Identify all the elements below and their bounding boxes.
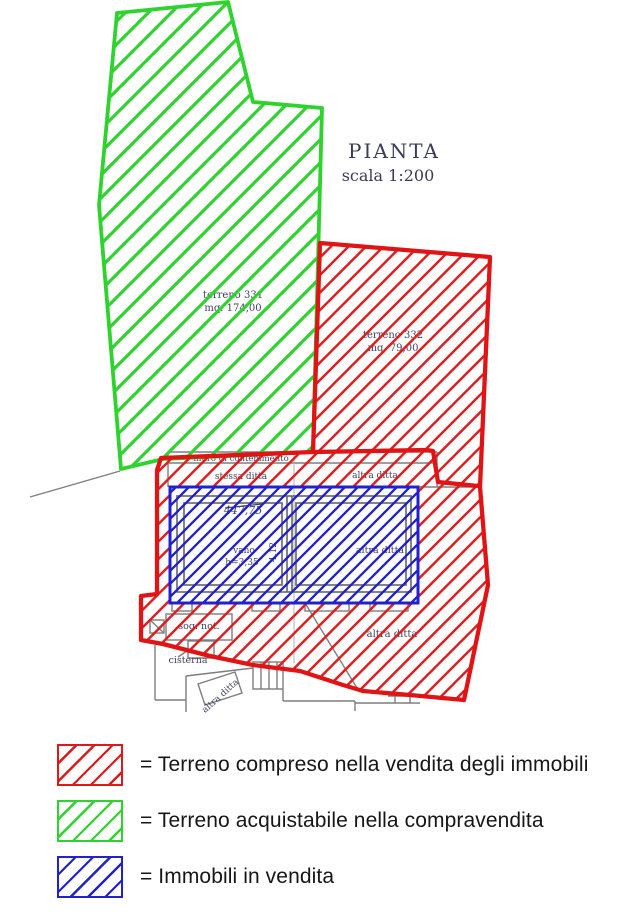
blue-hatch-swatch [57,856,123,898]
cistern-label: cisterna [168,655,208,666]
other-owner-diagonal-label: altra ditta [200,677,241,716]
green-hatch-swatch [57,800,123,842]
buildings-for-sale [170,487,418,603]
red-hatch-swatch [57,744,123,786]
legend-row-green [57,800,588,841]
legend-label-red: = Terreno compreso nella vendita degli immobili [140,752,589,776]
plan-title: PIANTA [348,139,440,163]
legend-label-blue: = Immobili in vendita [140,864,335,888]
legend-row-red [57,744,588,785]
green-parcel-polygon [99,2,322,469]
buildings-rect [170,487,418,603]
plan-scale: scala 1:200 [341,166,435,185]
legend [57,744,588,912]
legend-row-blue [57,856,588,897]
legend-label-green: = Terreno acquistabile nella compravendita [140,808,544,832]
plan-title-block [342,139,440,185]
green-parcel-area [99,2,322,469]
